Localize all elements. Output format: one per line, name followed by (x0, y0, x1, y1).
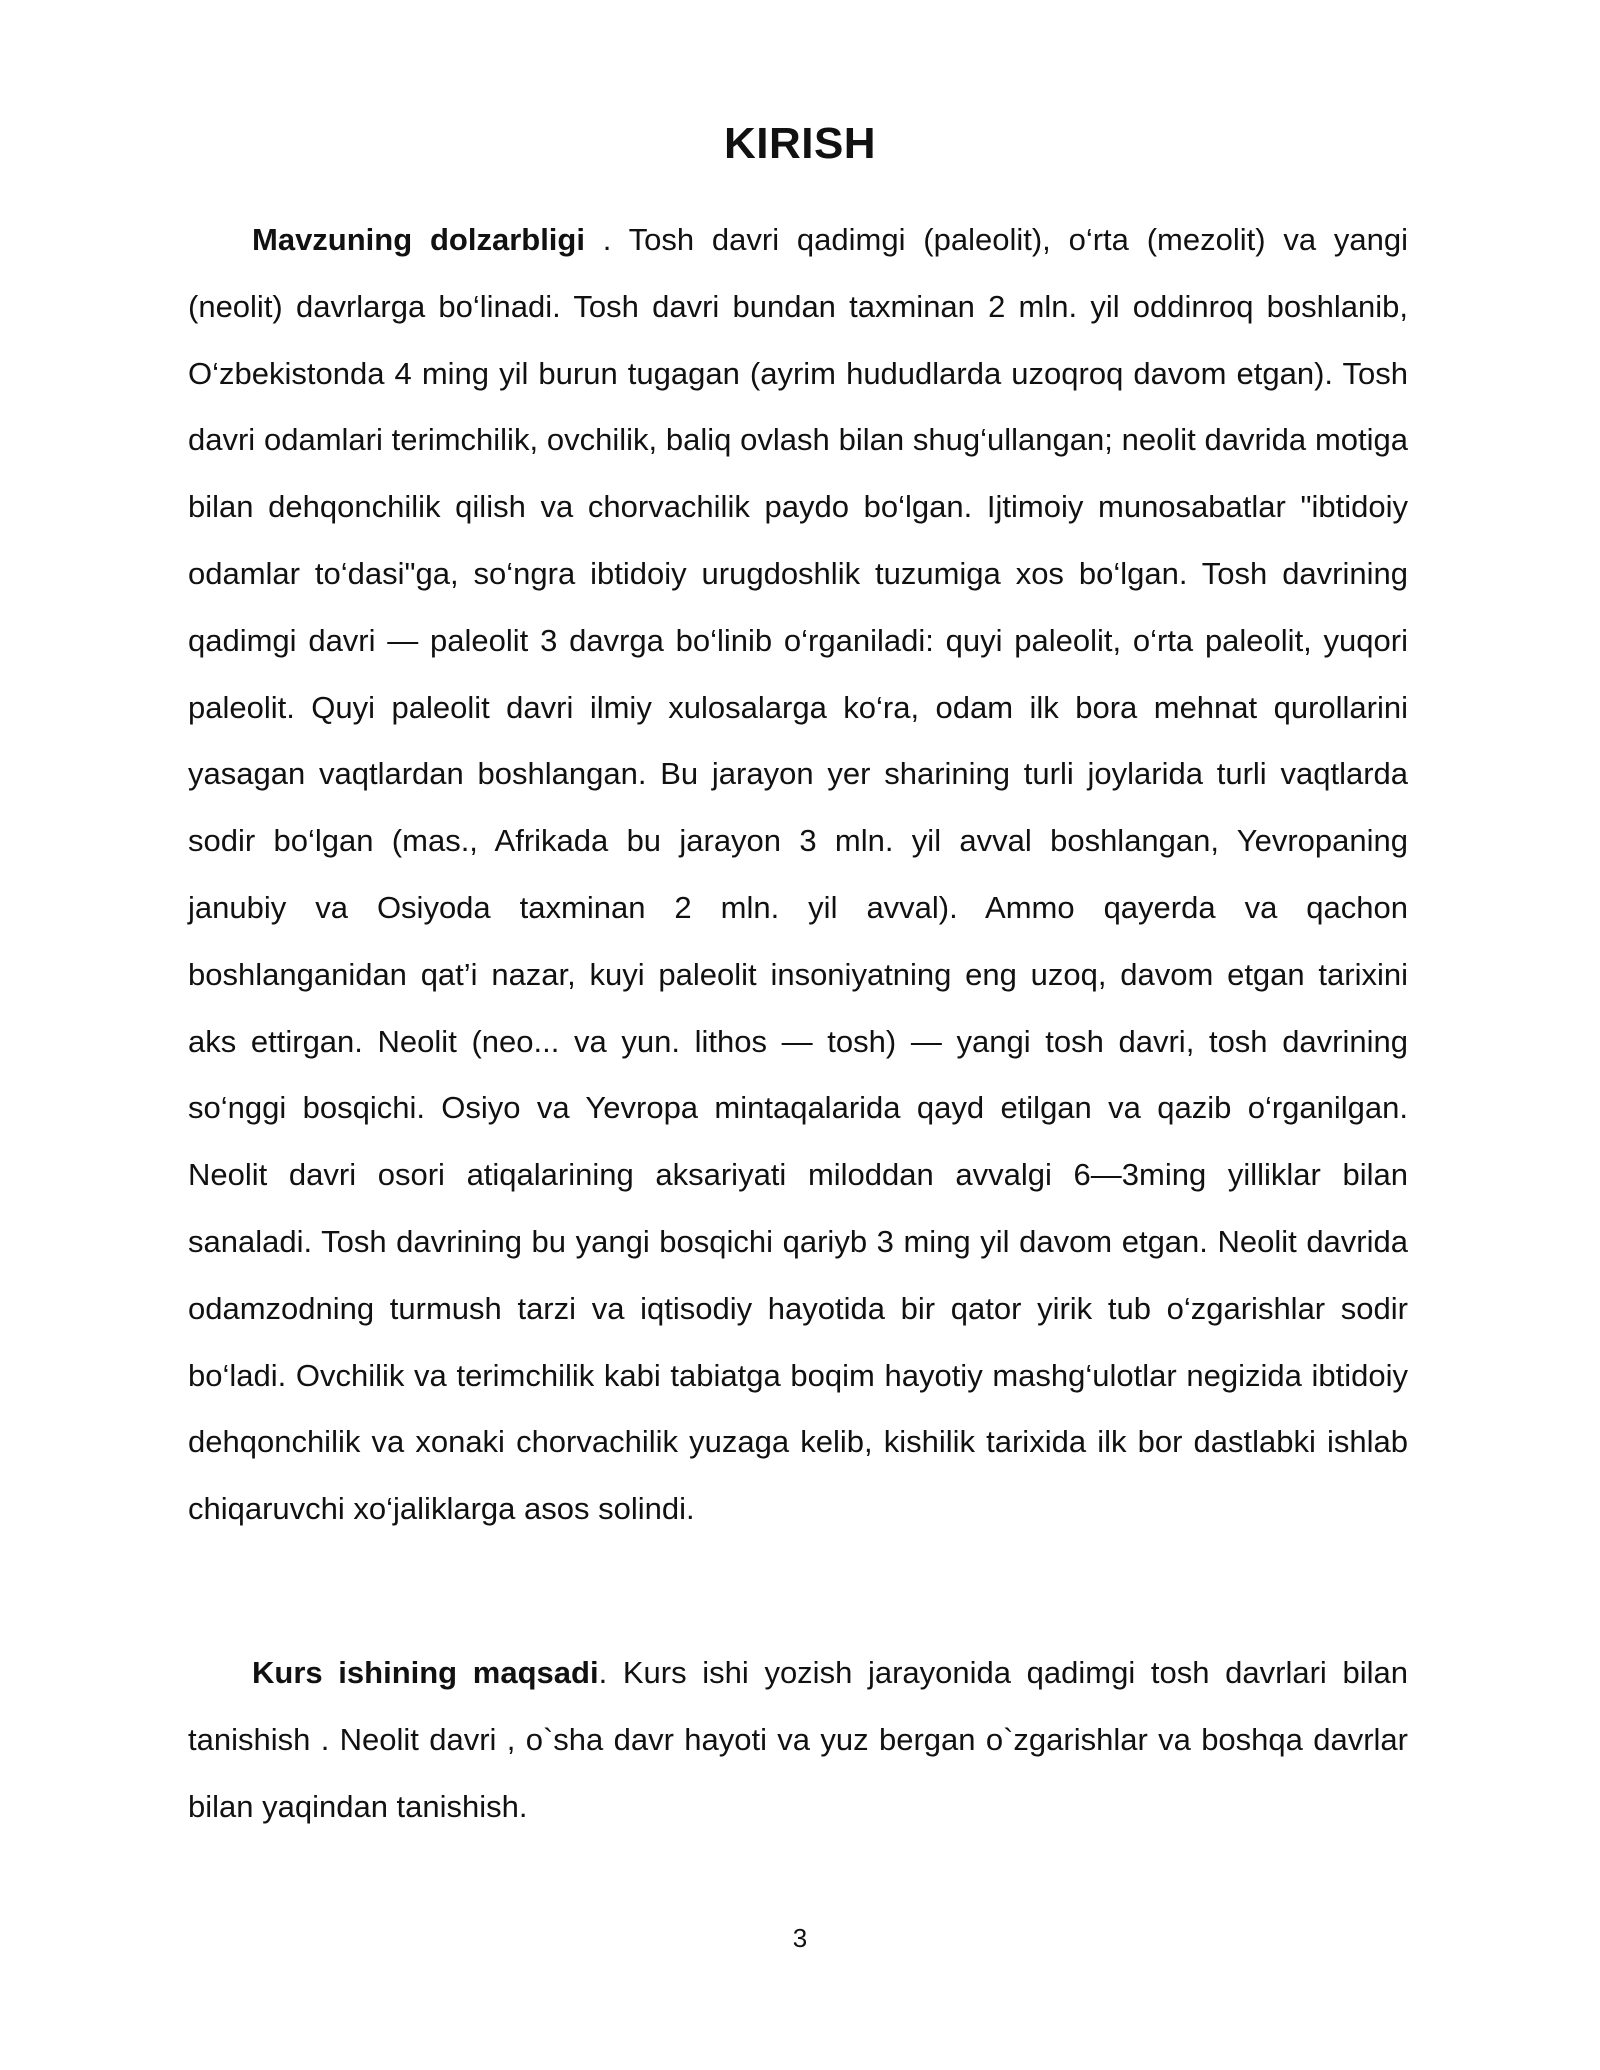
paragraph-body-goal: . Kurs ishi yozish jarayonida qadimgi tosh davrlari bilan tanishish . Neolit davri , o`sha davr hayoti va yuz bergan o`zgarishlar va boshqa davrlar bilan yaqindan tanishish. (188, 1655, 1408, 1824)
paragraph-goal (188, 1640, 1408, 1840)
paragraph-relevance (188, 207, 1408, 1543)
page-title: KIRISH (723, 119, 877, 168)
paragraph-lead-relevance: Mavzuning dolzarbligi (252, 222, 585, 257)
paragraph-body-relevance: . Tosh davri qadimgi (paleolit), o‘rta (mezolit) va yangi (neolit) davrlarga bo‘linadi. Tosh davri bundan taxminan 2 mln. yil oddinroq boshlanib, O‘zbekistonda 4 ming yil burun tugagan (ayrim hududlarda uzoqroq davom etgan). Tosh davri odamlari terimchilik, ovchilik, baliq ovlash bilan shug‘ullangan; neolit davrida motiga bilan dehqonchilik qilish va chorvachilik paydo bo‘lgan. Ijtimoiy munosabatlar "ibtidoiy odamlar to‘dasi"ga, so‘ngra ibtidoiy urugdoshlik tuzumiga xos bo‘lgan. Tosh davrining qadimgi davri — paleolit 3 davrga bo‘linib o‘rganiladi: quyi paleolit, o‘rta paleolit, yuqori paleolit. Quyi paleolit davri ilmiy xulosalarga ko‘ra, odam ilk bora mehnat qurollarini yasagan vaqtlardan boshlangan. Bu jarayon yer sharining turli joylarida turli vaqtlarda sodir bo‘lgan (mas., Afrikada bu jarayon 3 mln. yil avval boshlangan, Yevropaning janubiy va Osiyoda taxminan 2 mln. yil avval). Ammo qayerda va qachon boshlanganidan qat’i nazar, kuyi paleolit insoniyatning eng uzoq, davom etgan tarixini aks ettirgan. Neolit (neo... va yun. lithos — tosh) — yangi tosh davri, tosh davrining so‘nggi bosqichi. Osiyo va Yevropa mintaqalarida qayd etilgan va qazib o‘rganilgan. Neolit davri osori atiqalarining aksariyati miloddan avvalgi 6—3ming yilliklar bilan sanaladi. Tosh davrining bu yangi bosqichi qariyb 3 ming yil davom etgan. Neolit davrida odamzodning turmush tarzi va iqtisodiy hayotida bir qator yirik tub o‘zgarishlar sodir bo‘ladi. Ovchilik va terimchilik kabi tabiatga boqim hayotiy mashg‘ulotlar negizida ibtidoiy dehqonchilik va xonaki chorvachilik yuzaga kelib, kishilik tarixida ilk bor dastlabki ishlab chiqaruvchi xo‘jaliklarga asos solindi. (188, 222, 1408, 1527)
page-number: 3 (792, 1923, 808, 1953)
paragraph-lead-goal: Kurs ishining maqsadi (252, 1655, 599, 1690)
